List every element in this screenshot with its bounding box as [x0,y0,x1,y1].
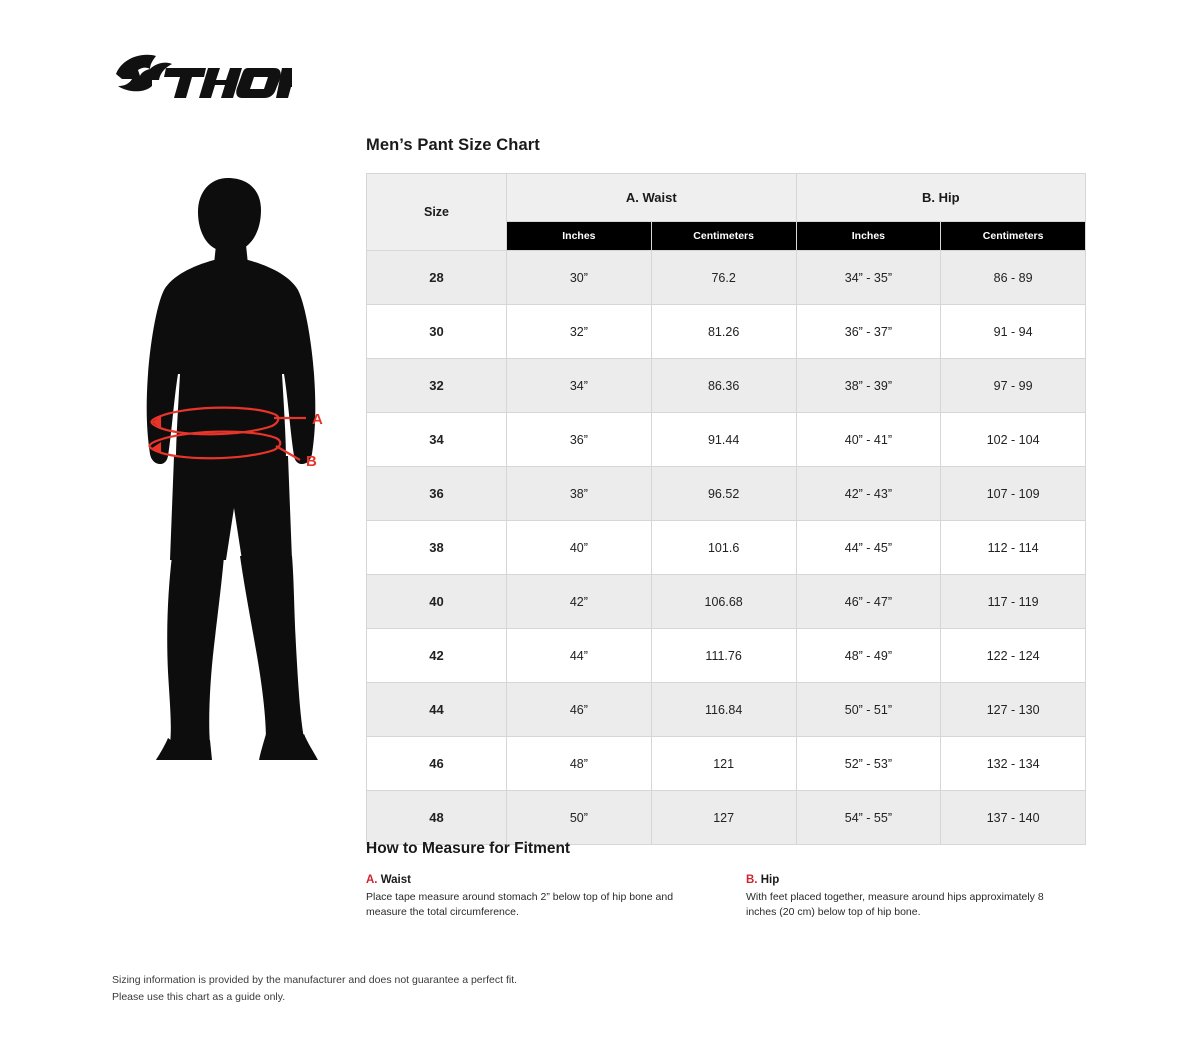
cell-hip-centimeters: 112 - 114 [941,521,1086,575]
label-b: B [306,453,317,470]
cell-hip-inches: 48” - 49” [796,629,941,683]
hip-letter: B. [746,874,758,886]
how-to-measure-waist-heading [366,874,746,886]
cell-size: 28 [367,251,507,305]
cell-hip-centimeters: 132 - 134 [941,737,1086,791]
cell-waist-centimeters: 81.26 [651,305,796,359]
cell-hip-inches: 42” - 43” [796,467,941,521]
cell-hip-inches: 54” - 55” [796,791,941,845]
cell-hip-centimeters: 117 - 119 [941,575,1086,629]
cell-hip-inches: 40” - 41” [796,413,941,467]
cell-hip-inches: 50” - 51” [796,683,941,737]
male-silhouette-illustration [110,160,360,760]
cell-waist-inches: 32” [507,305,652,359]
hip-description: With feet placed together, measure around hips approximately 8 inches (20 cm) below top of hip bone. [746,891,1044,919]
header-size: Size [367,174,507,251]
cell-hip-inches: 44” - 45” [796,521,941,575]
body-measurement-diagram [110,160,360,760]
cell-waist-inches: 48” [507,737,652,791]
cell-size: 34 [367,413,507,467]
how-to-measure-waist [366,874,746,920]
brand-logo [112,52,292,108]
cell-hip-centimeters: 122 - 124 [941,629,1086,683]
waist-name: Waist [380,874,411,886]
cell-size: 40 [367,575,507,629]
thor-helmet-logo [112,52,292,108]
cell-waist-inches: 40” [507,521,652,575]
cell-waist-centimeters: 121 [651,737,796,791]
table-row [367,683,1086,737]
table-row [367,359,1086,413]
hip-name: Hip [760,874,780,886]
cell-hip-inches: 46” - 47” [796,575,941,629]
how-to-measure-title: How to Measure for Fitment [366,840,571,857]
header-hip-inches: Inches [796,222,941,251]
cell-hip-centimeters: 86 - 89 [941,251,1086,305]
cell-size: 46 [367,737,507,791]
table-row [367,629,1086,683]
cell-hip-centimeters: 107 - 109 [941,467,1086,521]
cell-waist-centimeters: 96.52 [651,467,796,521]
cell-waist-inches: 44” [507,629,652,683]
cell-size: 48 [367,791,507,845]
cell-hip-centimeters: 127 - 130 [941,683,1086,737]
table-row [367,413,1086,467]
cell-waist-centimeters: 116.84 [651,683,796,737]
disclaimer-line-2: Please use this chart as a guide only. [112,990,286,1003]
cell-waist-inches: 46” [507,683,652,737]
cell-waist-inches: 34” [507,359,652,413]
cell-waist-centimeters: 101.6 [651,521,796,575]
cell-waist-centimeters: 76.2 [651,251,796,305]
header-waist-inches: Inches [507,222,652,251]
cell-size: 38 [367,521,507,575]
cell-waist-inches: 36” [507,413,652,467]
table-row [367,737,1086,791]
cell-hip-inches: 34” - 35” [796,251,941,305]
cell-hip-inches: 36” - 37” [796,305,941,359]
header-group-hip: B. Hip [796,174,1086,222]
cell-hip-centimeters: 91 - 94 [941,305,1086,359]
cell-hip-inches: 52” - 53” [796,737,941,791]
table-row [367,575,1086,629]
cell-waist-centimeters: 86.36 [651,359,796,413]
label-a: A [312,411,323,428]
page-title: Men’s Pant Size Chart [366,136,540,154]
how-to-measure-hip [746,874,1086,920]
disclaimer [112,972,517,1006]
cell-waist-centimeters: 127 [651,791,796,845]
cell-waist-inches: 50” [507,791,652,845]
disclaimer-line-1: Sizing information is provided by the manufacturer and does not guarantee a perfect fit. [112,974,518,986]
table-row [367,467,1086,521]
cell-waist-centimeters: 91.44 [651,413,796,467]
header-waist-centimeters: Centimeters [651,222,796,251]
cell-size: 32 [367,359,507,413]
cell-size: 30 [367,305,507,359]
cell-waist-centimeters: 111.76 [651,629,796,683]
silhouette-shape [147,178,322,760]
cell-size: 36 [367,467,507,521]
waist-description: Place tape measure around stomach 2” below top of hip bone and measure the total circumference. [366,891,674,919]
cell-hip-centimeters: 137 - 140 [941,791,1086,845]
size-chart-table [366,173,1086,845]
cell-hip-centimeters: 97 - 99 [941,359,1086,413]
table-row [367,521,1086,575]
table-row [367,305,1086,359]
waist-letter: A. [366,874,378,886]
table-header [367,174,1086,251]
cell-hip-inches: 38” - 39” [796,359,941,413]
table-row [367,251,1086,305]
cell-hip-centimeters: 102 - 104 [941,413,1086,467]
cell-waist-inches: 38” [507,467,652,521]
header-group-waist: A. Waist [507,174,797,222]
header-hip-centimeters: Centimeters [941,222,1086,251]
cell-size: 42 [367,629,507,683]
table-row [367,791,1086,845]
table-body [367,251,1086,845]
cell-size: 44 [367,683,507,737]
cell-waist-centimeters: 106.68 [651,575,796,629]
cell-waist-inches: 42” [507,575,652,629]
how-to-measure-hip-heading [746,874,1086,886]
cell-waist-inches: 30” [507,251,652,305]
how-to-measure-section [366,840,1086,920]
size-chart-section [366,136,1086,845]
